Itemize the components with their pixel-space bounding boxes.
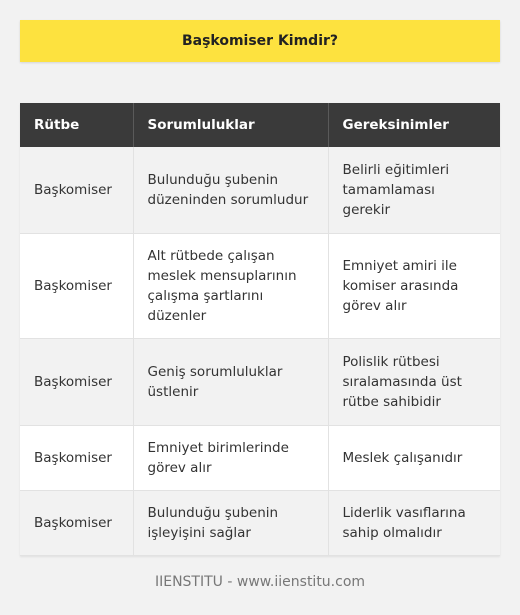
table-row xyxy=(20,491,500,556)
cell-responsibility: Bulunduğu şubenin düzeninden sorumludur xyxy=(133,147,328,234)
table-row xyxy=(20,234,500,339)
cell-rank: Başkomiser xyxy=(20,234,133,339)
cell-requirement: Emniyet amiri ile komiser arasında görev alır xyxy=(328,234,500,339)
cell-rank: Başkomiser xyxy=(20,339,133,426)
page-title: Başkomiser Kimdir? xyxy=(181,33,339,49)
cell-rank: Başkomiser xyxy=(20,147,133,234)
cell-responsibility: Emniyet birimlerinde görev alır xyxy=(133,426,328,491)
title-banner xyxy=(20,20,500,62)
table-header-row xyxy=(20,103,500,147)
cell-responsibility: Geniş sorumluluklar üstlenir xyxy=(133,339,328,426)
footer-credit: IIENSTITU - www.iienstitu.com xyxy=(154,574,366,590)
column-header-rank: Rütbe xyxy=(20,103,133,147)
table-row xyxy=(20,147,500,234)
cell-requirement: Liderlik vasıflarına sahip olmalıdır xyxy=(328,491,500,556)
table-row xyxy=(20,339,500,426)
info-table xyxy=(20,103,500,556)
cell-rank: Başkomiser xyxy=(20,491,133,556)
cell-requirement: Meslek çalışanıdır xyxy=(328,426,500,491)
cell-responsibility: Bulunduğu şubenin işleyişini sağlar xyxy=(133,491,328,556)
table-row xyxy=(20,426,500,491)
cell-requirement: Belirli eğitimleri tamamlaması gerekir xyxy=(328,147,500,234)
column-header-responsibilities: Sorumluluklar xyxy=(133,103,328,147)
cell-rank: Başkomiser xyxy=(20,426,133,491)
column-header-requirements: Gereksinimler xyxy=(328,103,500,147)
cell-requirement: Polislik rütbesi sıralamasında üst rütbe sahibidir xyxy=(328,339,500,426)
cell-responsibility: Alt rütbede çalışan meslek mensuplarının çalışma şartlarını düzenler xyxy=(133,234,328,339)
